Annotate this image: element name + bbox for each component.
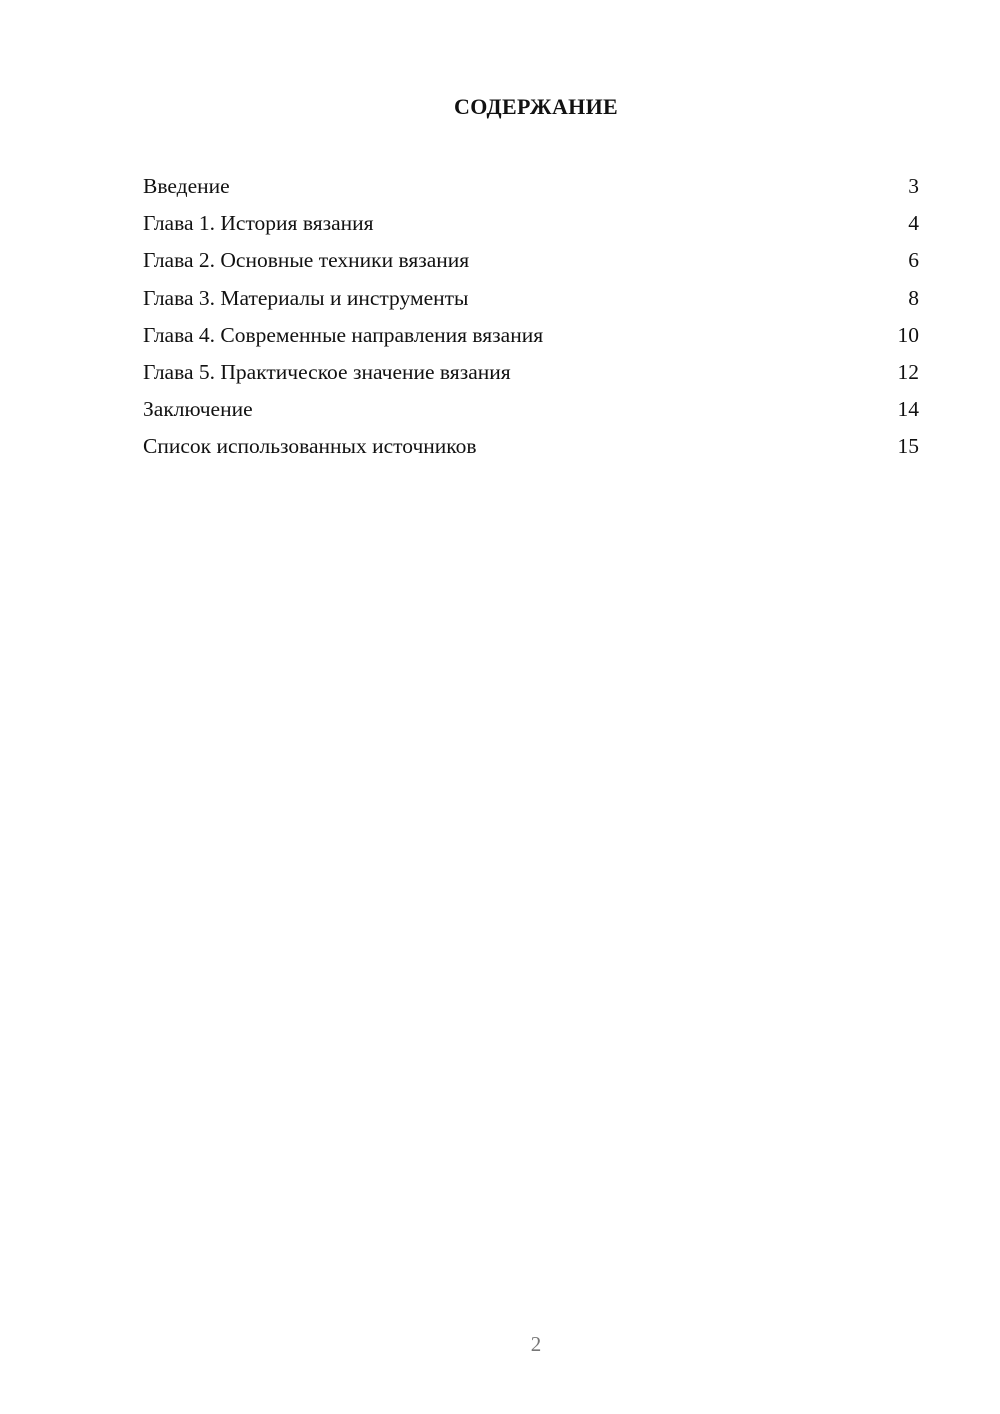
toc-item — [143, 205, 919, 242]
toc-item-page: 12 — [897, 359, 919, 384]
toc-item — [143, 168, 919, 205]
toc-item — [143, 242, 919, 279]
toc-item-label: Глава 4. Современные направления вязания — [143, 322, 544, 347]
page-number: 2 — [530, 1332, 542, 1356]
toc-item — [143, 354, 919, 391]
toc-item-label: Глава 3. Материалы и инструменты — [143, 285, 469, 310]
toc-item-label: Список использованных источников — [143, 434, 477, 459]
toc-item-page: 14 — [897, 397, 919, 422]
toc-item-page: 10 — [897, 322, 919, 347]
toc-title: СОДЕРЖАНИЕ — [454, 94, 618, 119]
toc-item-page: 4 — [908, 211, 919, 236]
toc-item-page: 8 — [908, 285, 919, 310]
toc-item-label: Глава 1. История вязания — [143, 211, 374, 236]
toc-item — [143, 391, 919, 428]
toc-item-label: Заключение — [143, 397, 253, 422]
toc-item — [143, 428, 919, 465]
toc-item — [143, 280, 919, 317]
toc-item-label: Глава 5. Практическое значение вязания — [143, 359, 511, 384]
toc-item-label: Глава 2. Основные техники вязания — [143, 248, 470, 273]
toc-item-label: Введение — [143, 174, 230, 198]
toc-item-page: 3 — [908, 174, 919, 198]
table-of-contents — [143, 168, 919, 466]
toc-item-page: 15 — [897, 434, 919, 459]
toc-item — [143, 317, 919, 354]
toc-item-page: 6 — [908, 248, 919, 273]
